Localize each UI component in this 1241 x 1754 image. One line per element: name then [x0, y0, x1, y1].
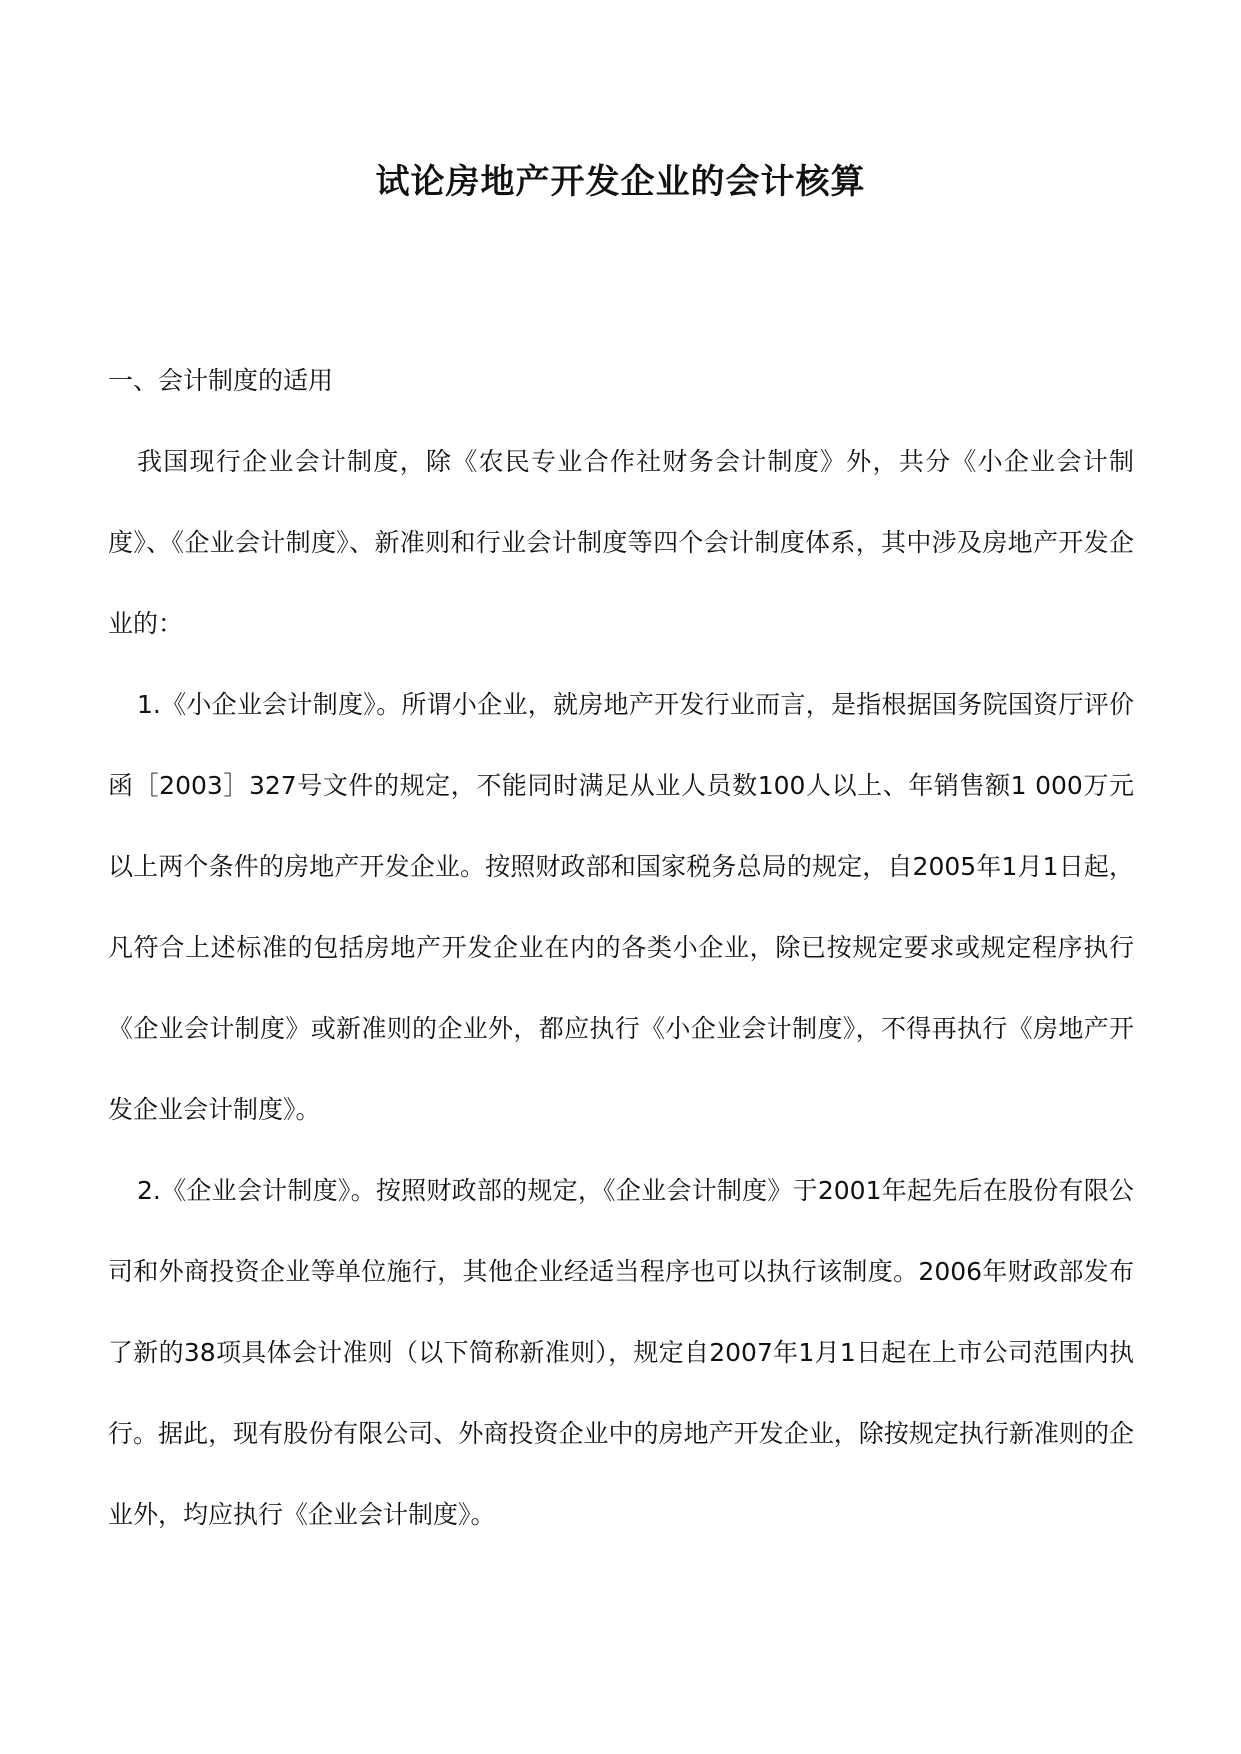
document-body — [108, 340, 1134, 1555]
section-heading: 一、会计制度的适用 — [108, 366, 334, 395]
paragraph-small-enterprise: 1.《小企业会计制度》。所谓小企业，就房地产开发行业而言，是指根据国务院国资厅评价函［2003］327号文件的规定，不能同时满足从业人员数100人以上、年销售额1 000万元以上两个条件的房地产开发企业。按照财政部和国家税务总局的规定，自2005年1月1日起，凡符合上述标准的包括房地产开发企业在内的各类小企业，除已按规定要求或规定程序执行《企业会计制度》或新准则的企业外，都应执行《小企业会计制度》，不得再执行《房地产开发企业会计制度》。 — [108, 690, 1134, 1124]
paragraph-enterprise-system: 2.《企业会计制度》。按照财政部的规定，《企业会计制度》于2001年起先后在股份有限公司和外商投资企业等单位施行，其他企业经适当程序也可以执行该制度。2006年财政部发布了新的38项具体会计准则（以下简称新准则），规定自2007年1月1日起在上市公司范围内执行。据此，现有股份有限公司、外商投资企业中的房地产开发企业，除按规定执行新准则的企业外，均应执行《企业会计制度》。 — [108, 1176, 1134, 1529]
paragraph-intro: 我国现行企业会计制度，除《农民专业合作社财务会计制度》外，共分《小企业会计制度》、《企业会计制度》、新准则和行业会计制度等四个会计制度体系，其中涉及房地产开发企业的： — [108, 447, 1134, 638]
document-title: 试论房地产开发企业的会计核算 — [375, 162, 866, 202]
